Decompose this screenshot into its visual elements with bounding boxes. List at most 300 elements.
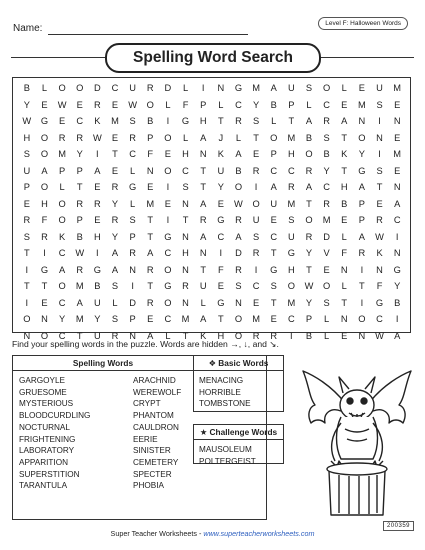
grid-cell[interactable]: S (305, 83, 313, 93)
grid-cell[interactable]: R (252, 165, 260, 176)
grid-cell[interactable]: P (358, 198, 365, 209)
grid-cell[interactable]: H (199, 116, 207, 126)
grid-cell[interactable]: O (323, 83, 331, 93)
grid-cell[interactable]: Y (305, 248, 313, 258)
grid-cell[interactable]: O (58, 215, 66, 225)
grid-cell[interactable]: L (218, 99, 224, 110)
grid-cell[interactable]: O (234, 314, 243, 324)
grid-cell[interactable]: H (182, 248, 189, 258)
name-field[interactable] (48, 34, 248, 35)
grid-cell[interactable]: B (94, 281, 101, 291)
grid-cell[interactable]: I (166, 116, 170, 126)
grid-cell[interactable]: H (287, 264, 295, 275)
grid-cell[interactable]: Y (323, 165, 330, 176)
grid-cell[interactable]: A (147, 248, 154, 258)
grid-cell[interactable]: C (129, 149, 136, 159)
grid-cell[interactable]: C (393, 215, 401, 225)
grid-cell[interactable]: A (94, 165, 101, 176)
grid-cell[interactable]: R (305, 165, 313, 176)
grid-cell[interactable]: O (323, 281, 331, 291)
grid-cell[interactable]: R (76, 264, 84, 275)
grid-cell[interactable]: E (270, 314, 277, 324)
grid-cell[interactable]: C (287, 165, 295, 176)
grid-cell[interactable]: T (341, 297, 348, 308)
grid-cell[interactable]: I (25, 264, 29, 275)
grid-cell[interactable]: C (182, 165, 189, 176)
grid-cell[interactable]: C (217, 231, 225, 242)
grid-cell[interactable]: M (58, 149, 66, 159)
grid-cell[interactable]: T (182, 215, 189, 225)
grid-cell[interactable]: B (270, 99, 277, 110)
grid-cell[interactable]: I (360, 297, 364, 308)
footer-url[interactable]: www.superteacherworksheets.com (203, 529, 315, 538)
grid-cell[interactable]: L (235, 132, 242, 143)
grid-cell[interactable]: W (57, 99, 67, 110)
grid-cell[interactable]: S (376, 165, 383, 176)
grid-cell[interactable]: Y (111, 231, 119, 242)
grid-cell[interactable]: E (341, 330, 348, 341)
grid-cell[interactable]: T (23, 248, 30, 258)
grid-cell[interactable]: V (323, 248, 330, 258)
grid-cell[interactable]: I (96, 149, 99, 159)
grid-cell[interactable]: I (254, 182, 258, 192)
grid-cell[interactable]: C (270, 165, 278, 176)
grid-cell[interactable]: T (270, 297, 277, 308)
grid-cell[interactable]: A (200, 198, 207, 209)
grid-cell[interactable]: N (358, 330, 366, 341)
grid-cell[interactable]: Y (111, 198, 119, 209)
grid-cell[interactable]: A (58, 264, 66, 275)
grid-cell[interactable]: P (76, 165, 83, 176)
grid-cell[interactable]: K (200, 330, 207, 341)
grid-cell[interactable]: S (288, 215, 295, 225)
grid-cell[interactable]: R (76, 132, 84, 143)
grid-cell[interactable]: C (58, 248, 66, 258)
grid-cell[interactable]: U (252, 215, 260, 225)
grid-cell[interactable]: E (376, 198, 383, 209)
grid-cell[interactable]: E (252, 297, 260, 308)
grid-cell[interactable]: C (58, 297, 66, 308)
grid-cell[interactable]: A (341, 116, 348, 126)
grid-cell[interactable]: R (252, 330, 260, 341)
grid-cell[interactable]: S (252, 231, 260, 242)
grid-cell[interactable]: I (254, 264, 258, 275)
grid-cell[interactable]: M (252, 83, 260, 93)
grid-cell[interactable]: S (129, 215, 136, 225)
grid-cell[interactable]: P (58, 165, 66, 176)
grid-cell[interactable]: G (375, 297, 384, 308)
grid-cell[interactable]: C (235, 99, 242, 110)
grid-cell[interactable]: O (58, 281, 66, 291)
grid-cell[interactable]: O (40, 330, 49, 341)
grid-cell[interactable]: I (166, 182, 170, 192)
grid-cell[interactable]: A (200, 314, 207, 324)
grid-cell[interactable]: I (131, 281, 134, 291)
grid-cell[interactable]: N (23, 330, 31, 341)
grid-cell[interactable]: W (22, 116, 32, 126)
grid-cell[interactable]: T (147, 215, 154, 225)
grid-cell[interactable]: R (270, 330, 278, 341)
grid-cell[interactable]: L (200, 297, 206, 308)
grid-cell[interactable]: K (94, 116, 101, 126)
grid-cell[interactable]: A (394, 198, 401, 209)
grid-cell[interactable]: E (252, 149, 260, 159)
grid-cell[interactable]: S (129, 116, 136, 126)
grid-cell[interactable]: T (41, 281, 48, 291)
grid-cell[interactable]: T (376, 182, 383, 192)
grid-cell[interactable]: M (393, 83, 402, 93)
grid-cell[interactable]: O (305, 215, 313, 225)
grid-cell[interactable]: U (287, 83, 295, 93)
grid-cell[interactable]: A (147, 330, 154, 341)
grid-cell[interactable]: O (234, 330, 243, 341)
grid-cell[interactable]: R (235, 215, 242, 225)
grid-cell[interactable]: N (235, 297, 242, 308)
grid-cell[interactable]: K (217, 149, 224, 159)
grid-cell[interactable]: R (93, 198, 101, 209)
grid-cell[interactable]: B (305, 330, 313, 341)
grid-cell[interactable]: A (76, 297, 83, 308)
grid-cell[interactable]: I (290, 330, 293, 341)
grid-cell[interactable]: E (341, 215, 348, 225)
grid-cell[interactable]: L (341, 281, 347, 291)
grid-cell[interactable]: E (147, 314, 154, 324)
grid-cell[interactable]: M (358, 99, 366, 110)
grid-cell[interactable]: C (270, 231, 278, 242)
grid-cell[interactable]: I (378, 149, 381, 159)
grid-cell[interactable]: R (146, 83, 154, 93)
grid-cell[interactable]: P (76, 215, 83, 225)
grid-cell[interactable]: N (217, 83, 225, 93)
grid-cell[interactable]: Y (252, 99, 260, 110)
grid-cell[interactable]: H (23, 132, 31, 143)
grid-cell[interactable]: M (287, 132, 296, 143)
grid-cell[interactable]: H (182, 149, 189, 159)
grid-cell[interactable]: N (41, 314, 48, 324)
grid-cell[interactable]: T (76, 182, 83, 192)
grid-cell[interactable]: R (235, 264, 242, 275)
grid-cell[interactable]: O (58, 83, 66, 93)
grid-cell[interactable]: C (111, 83, 119, 93)
grid-cell[interactable]: L (112, 297, 118, 308)
grid-cell[interactable]: T (76, 330, 83, 341)
grid-cell[interactable]: O (164, 297, 172, 308)
grid-cell[interactable]: R (23, 215, 31, 225)
grid-cell[interactable]: R (287, 182, 295, 192)
grid-cell[interactable]: L (271, 116, 277, 126)
grid-cell[interactable]: O (76, 83, 84, 93)
grid-cell[interactable]: G (129, 182, 137, 192)
grid-cell[interactable]: E (58, 116, 66, 126)
grid-cell[interactable]: E (323, 264, 330, 275)
grid-cell[interactable]: Y (58, 314, 66, 324)
grid-cell[interactable]: G (287, 248, 295, 258)
grid-cell[interactable]: G (93, 264, 101, 275)
grid-cell[interactable]: E (94, 182, 101, 192)
grid-cell[interactable]: R (58, 132, 66, 143)
grid-cell[interactable]: R (111, 182, 119, 192)
grid-cell[interactable]: L (182, 83, 189, 93)
grid-cell[interactable]: P (288, 99, 295, 110)
grid-cell[interactable]: L (324, 314, 330, 324)
grid-cell[interactable]: E (394, 99, 401, 110)
grid-cell[interactable]: T (182, 330, 189, 341)
grid-cell[interactable]: W (375, 231, 384, 242)
grid-cell[interactable]: P (23, 182, 30, 192)
grid-cell[interactable]: K (341, 149, 348, 159)
grid-cell[interactable]: G (358, 165, 366, 176)
grid-cell[interactable]: Y (217, 182, 224, 192)
grid-cell[interactable]: L (306, 99, 312, 110)
grid-cell[interactable]: B (305, 132, 313, 143)
grid-cell[interactable]: P (305, 314, 313, 324)
grid-cell[interactable]: K (376, 248, 383, 258)
grid-cell[interactable]: R (93, 99, 101, 110)
grid-cell[interactable]: R (111, 330, 119, 341)
grid-cell[interactable]: N (376, 132, 383, 143)
grid-cell[interactable]: P (129, 314, 136, 324)
grid-cell[interactable]: T (147, 281, 154, 291)
grid-cell[interactable]: D (164, 83, 172, 93)
grid-cell[interactable]: E (41, 297, 48, 308)
grid-cell[interactable]: U (23, 165, 31, 176)
grid-cell[interactable]: S (270, 281, 277, 291)
grid-cell[interactable]: E (76, 99, 83, 110)
grid-cell[interactable]: O (164, 264, 172, 275)
grid-cell[interactable]: A (305, 182, 313, 192)
grid-cell[interactable]: A (41, 165, 48, 176)
grid-cell[interactable]: R (129, 132, 136, 143)
grid-cell[interactable]: F (341, 248, 348, 258)
grid-cell[interactable]: T (270, 248, 277, 258)
grid-cell[interactable]: L (165, 330, 171, 341)
grid-cell[interactable]: E (217, 281, 224, 291)
grid-cell[interactable]: A (200, 132, 207, 143)
grid-cell[interactable]: N (129, 330, 136, 341)
grid-cell[interactable]: N (393, 182, 401, 192)
grid-cell[interactable]: B (76, 231, 83, 242)
grid-cell[interactable]: L (130, 165, 136, 176)
grid-cell[interactable]: T (288, 116, 295, 126)
grid-cell[interactable]: M (287, 297, 296, 308)
grid-cell[interactable]: G (393, 264, 401, 275)
grid-cell[interactable]: T (217, 116, 224, 126)
grid-cell[interactable]: T (200, 264, 207, 275)
grid-cell[interactable]: O (164, 132, 172, 143)
grid-cell[interactable]: T (147, 231, 154, 242)
grid-cell[interactable]: G (40, 264, 49, 275)
grid-cell[interactable]: T (359, 281, 365, 291)
grid-cell[interactable]: T (341, 132, 348, 143)
grid-cell[interactable]: E (147, 182, 154, 192)
grid-cell[interactable]: O (40, 132, 49, 143)
grid-cell[interactable]: D (93, 83, 101, 93)
grid-cell[interactable]: H (93, 231, 101, 242)
grid-cell[interactable]: O (23, 314, 31, 324)
grid-cell[interactable]: L (341, 231, 347, 242)
grid-cell[interactable]: L (59, 182, 65, 192)
grid-cell[interactable]: C (252, 281, 260, 291)
grid-cell[interactable]: A (270, 83, 277, 93)
grid-cell[interactable]: L (130, 198, 136, 209)
grid-cell[interactable]: B (147, 116, 154, 126)
grid-cell[interactable]: O (40, 182, 49, 192)
grid-cell[interactable]: N (182, 198, 189, 209)
grid-cell[interactable]: E (23, 198, 30, 209)
grid-cell[interactable]: O (252, 198, 260, 209)
grid-cell[interactable]: B (235, 165, 242, 176)
grid-cell[interactable]: F (41, 215, 48, 225)
grid-cell[interactable]: H (217, 330, 225, 341)
grid-cell[interactable]: Y (94, 314, 101, 324)
grid-cell[interactable]: A (111, 264, 119, 275)
grid-cell[interactable]: A (394, 330, 401, 341)
grid-cell[interactable]: G (181, 116, 190, 126)
grid-cell[interactable]: Y (305, 297, 313, 308)
grid-cell[interactable]: R (76, 198, 84, 209)
grid-cell[interactable]: D (323, 231, 330, 242)
grid-cell[interactable]: E (164, 149, 171, 159)
grid-cell[interactable]: L (324, 330, 330, 341)
grid-cell[interactable]: W (75, 248, 85, 258)
grid-cell[interactable]: E (41, 99, 48, 110)
grid-cell[interactable]: I (395, 231, 399, 242)
grid-cell[interactable]: S (323, 132, 330, 143)
grid-cell[interactable]: E (217, 198, 224, 209)
grid-cell[interactable]: A (235, 231, 242, 242)
grid-cell[interactable]: M (181, 314, 190, 324)
grid-cell[interactable]: I (360, 264, 364, 275)
grid-cell[interactable]: E (111, 165, 119, 176)
grid-cell[interactable]: E (164, 198, 171, 209)
grid-cell[interactable]: R (41, 231, 48, 242)
grid-cell[interactable]: N (376, 264, 383, 275)
grid-cell[interactable]: O (40, 149, 49, 159)
grid-cell[interactable]: I (201, 83, 205, 93)
grid-cell[interactable]: M (111, 116, 119, 126)
grid-cell[interactable]: B (323, 149, 330, 159)
grid-cell[interactable]: R (146, 297, 154, 308)
grid-cell[interactable]: R (358, 248, 366, 258)
grid-cell[interactable]: E (341, 99, 348, 110)
grid-cell[interactable]: P (270, 149, 277, 159)
grid-cell[interactable]: A (111, 248, 119, 258)
grid-cell[interactable]: R (376, 215, 383, 225)
grid-cell[interactable]: R (111, 215, 119, 225)
grid-cell[interactable]: R (323, 116, 330, 126)
grid-cell[interactable]: E (111, 99, 119, 110)
grid-cell[interactable]: F (217, 264, 224, 275)
grid-cell[interactable]: U (376, 83, 383, 93)
grid-cell[interactable]: B (341, 198, 348, 209)
grid-cell[interactable]: T (253, 132, 259, 143)
grid-cell[interactable]: F (182, 99, 189, 110)
grid-cell[interactable]: T (112, 149, 118, 159)
grid-cell[interactable]: W (375, 330, 384, 341)
grid-cell[interactable]: R (323, 198, 330, 209)
grid-cell[interactable]: N (393, 248, 401, 258)
grid-cell[interactable]: G (164, 231, 172, 242)
grid-cell[interactable]: T (306, 198, 312, 209)
grid-cell[interactable]: O (305, 149, 313, 159)
grid-cell[interactable]: Y (23, 99, 30, 110)
grid-cell[interactable]: U (270, 198, 278, 209)
grid-cell[interactable]: S (235, 281, 242, 291)
grid-cell[interactable]: O (270, 132, 278, 143)
grid-cell[interactable]: E (111, 132, 119, 143)
grid-cell[interactable]: H (287, 149, 295, 159)
grid-cell[interactable]: T (306, 264, 312, 275)
grid-cell[interactable]: R (129, 248, 136, 258)
grid-cell[interactable]: N (340, 314, 348, 324)
grid-cell[interactable]: E (358, 83, 365, 93)
grid-cell[interactable]: B (23, 83, 30, 93)
grid-cell[interactable]: A (200, 231, 207, 242)
grid-cell[interactable]: S (111, 281, 119, 291)
grid-cell[interactable]: R (235, 116, 242, 126)
grid-cell[interactable]: G (164, 281, 172, 291)
grid-cell[interactable]: E (394, 132, 401, 143)
grid-cell[interactable]: T (23, 281, 30, 291)
grid-cell[interactable]: Y (394, 281, 401, 291)
grid-cell[interactable]: S (323, 297, 330, 308)
grid-cell[interactable]: C (323, 182, 330, 192)
grid-cell[interactable]: T (200, 165, 207, 176)
grid-cell[interactable]: M (393, 149, 402, 159)
grid-cell[interactable]: I (166, 215, 170, 225)
grid-cell[interactable]: C (76, 116, 84, 126)
grid-cell[interactable]: I (25, 297, 29, 308)
grid-cell[interactable]: T (341, 165, 348, 176)
grid-cell[interactable]: A (358, 182, 365, 192)
grid-cell[interactable]: S (23, 149, 30, 159)
grid-cell[interactable]: S (252, 116, 260, 126)
grid-cell[interactable]: R (146, 264, 154, 275)
grid-cell[interactable]: N (340, 264, 348, 275)
grid-cell[interactable]: O (58, 198, 66, 209)
grid-cell[interactable]: J (218, 132, 224, 143)
grid-cell[interactable]: D (235, 248, 242, 258)
grid-cell[interactable]: T (217, 314, 224, 324)
grid-cell[interactable]: B (394, 297, 401, 308)
grid-cell[interactable]: L (341, 83, 347, 93)
grid-cell[interactable]: L (182, 132, 189, 143)
grid-cell[interactable]: G (217, 215, 225, 225)
grid-cell[interactable]: R (252, 248, 260, 258)
grid-cell[interactable]: N (182, 297, 189, 308)
grid-cell[interactable]: C (164, 314, 172, 324)
grid-cell[interactable]: N (358, 116, 366, 126)
grid-cell[interactable]: F (147, 149, 154, 159)
grid-cell[interactable]: N (199, 248, 207, 258)
grid-cell[interactable]: U (287, 231, 295, 242)
grid-cell[interactable]: K (58, 231, 66, 242)
grid-cell[interactable]: P (358, 215, 365, 225)
grid-cell[interactable]: U (199, 281, 207, 291)
grid-cell[interactable]: C (287, 314, 295, 324)
grid-cell[interactable]: M (75, 281, 84, 291)
grid-cell[interactable]: G (40, 116, 49, 126)
grid-cell[interactable]: Y (358, 149, 365, 159)
grid-cell[interactable]: U (93, 297, 101, 308)
grid-cell[interactable]: W (234, 198, 243, 209)
grid-cell[interactable]: S (182, 182, 189, 192)
grid-cell[interactable]: S (376, 99, 383, 110)
grid-cell[interactable]: W (128, 99, 138, 110)
grid-cell[interactable]: A (305, 116, 313, 126)
grid-cell[interactable]: Y (76, 149, 83, 159)
grid-cell[interactable]: W (92, 132, 102, 143)
